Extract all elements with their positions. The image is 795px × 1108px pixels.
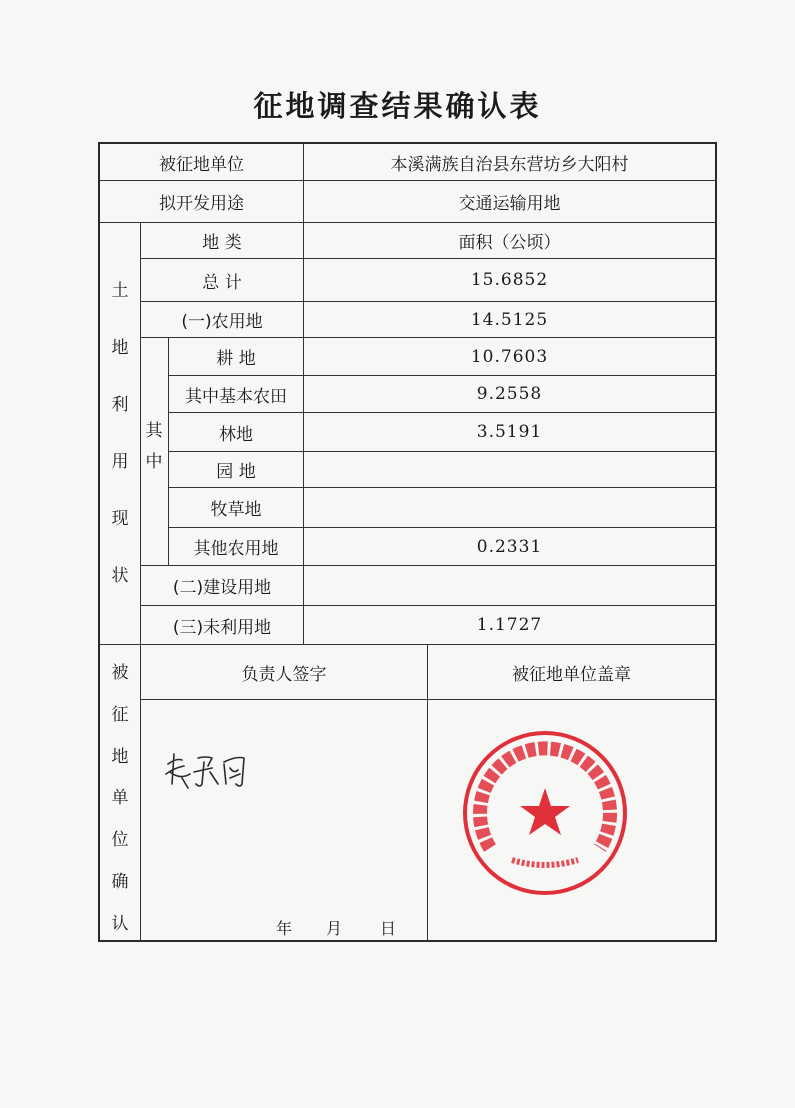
row-label-other-agricultural: 其他农用地 (193, 539, 279, 559)
row-value-cultivated: 10.7603 (470, 346, 549, 367)
sub-category-char: 其 (145, 421, 163, 441)
row-label-unused: (三)未利用地 (172, 617, 272, 638)
seal-label: 被征地单位盖章 (512, 664, 631, 685)
land-use-side-char: 用 (111, 452, 129, 472)
row-label-garden: 园 地 (216, 462, 256, 482)
row-label-agricultural: (一)农用地 (181, 312, 263, 332)
date-year: 年 (276, 919, 293, 938)
land-use-side-label (100, 276, 140, 586)
row-value-forest: 3.5191 (476, 422, 543, 442)
row-label-construction: (二)建设用地 (172, 578, 272, 598)
unit-label: 被征地单位 (159, 154, 244, 175)
row-label-total: 总 计 (202, 272, 242, 293)
page-title: 征地调查结果确认表 (253, 89, 542, 123)
handwritten-signature (160, 744, 270, 794)
row-label-pasture: 牧草地 (210, 500, 262, 520)
land-use-side-char: 地 (111, 338, 129, 358)
sub-category-char: 中 (145, 452, 163, 472)
confirmation-side-char: 地 (111, 746, 129, 767)
row-value-basic-farmland: 9.2558 (476, 384, 543, 404)
row-label-basic-farmland: 其中基本农田 (185, 386, 287, 407)
column-area: 面积（公顷） (458, 233, 561, 253)
land-use-side-char: 现 (111, 509, 129, 529)
land-use-side-char: 状 (111, 566, 129, 586)
column-land-type: 地 类 (202, 233, 242, 253)
row-value-pasture (304, 488, 715, 527)
signature-label: 负责人签字 (241, 664, 327, 685)
confirmation-side-char: 单 (111, 788, 129, 809)
row-value-other-agricultural: 0.2331 (476, 536, 543, 557)
confirmation-side-char: 确 (111, 872, 129, 893)
row-value-total: 15.6852 (470, 270, 549, 290)
official-seal (460, 728, 630, 898)
date-day: 日 (380, 919, 397, 938)
confirmation-side-char: 认 (111, 913, 129, 934)
confirmation-side-char: 征 (111, 704, 129, 725)
row-value-agricultural: 14.5125 (470, 309, 549, 330)
date-month: 月 (326, 919, 343, 938)
row-value-unused: 1.1727 (476, 615, 543, 635)
unit-value: 本溪满族自治县东营坊乡大阳村 (390, 154, 629, 175)
row-value-garden (304, 452, 715, 487)
confirmation-side-label (100, 658, 140, 934)
use-label: 拟开发用途 (159, 194, 244, 214)
confirmation-side-char: 被 (111, 663, 129, 683)
sub-category-label (140, 416, 168, 472)
row-label-forest: 林地 (219, 424, 253, 445)
confirmation-table (98, 142, 717, 942)
row-value-construction (304, 566, 715, 605)
land-use-side-char: 土 (111, 281, 129, 301)
confirmation-side-char: 位 (111, 830, 129, 851)
row-label-cultivated: 耕 地 (216, 349, 256, 369)
land-use-side-char: 利 (111, 395, 129, 415)
use-value: 交通运输用地 (458, 194, 561, 214)
